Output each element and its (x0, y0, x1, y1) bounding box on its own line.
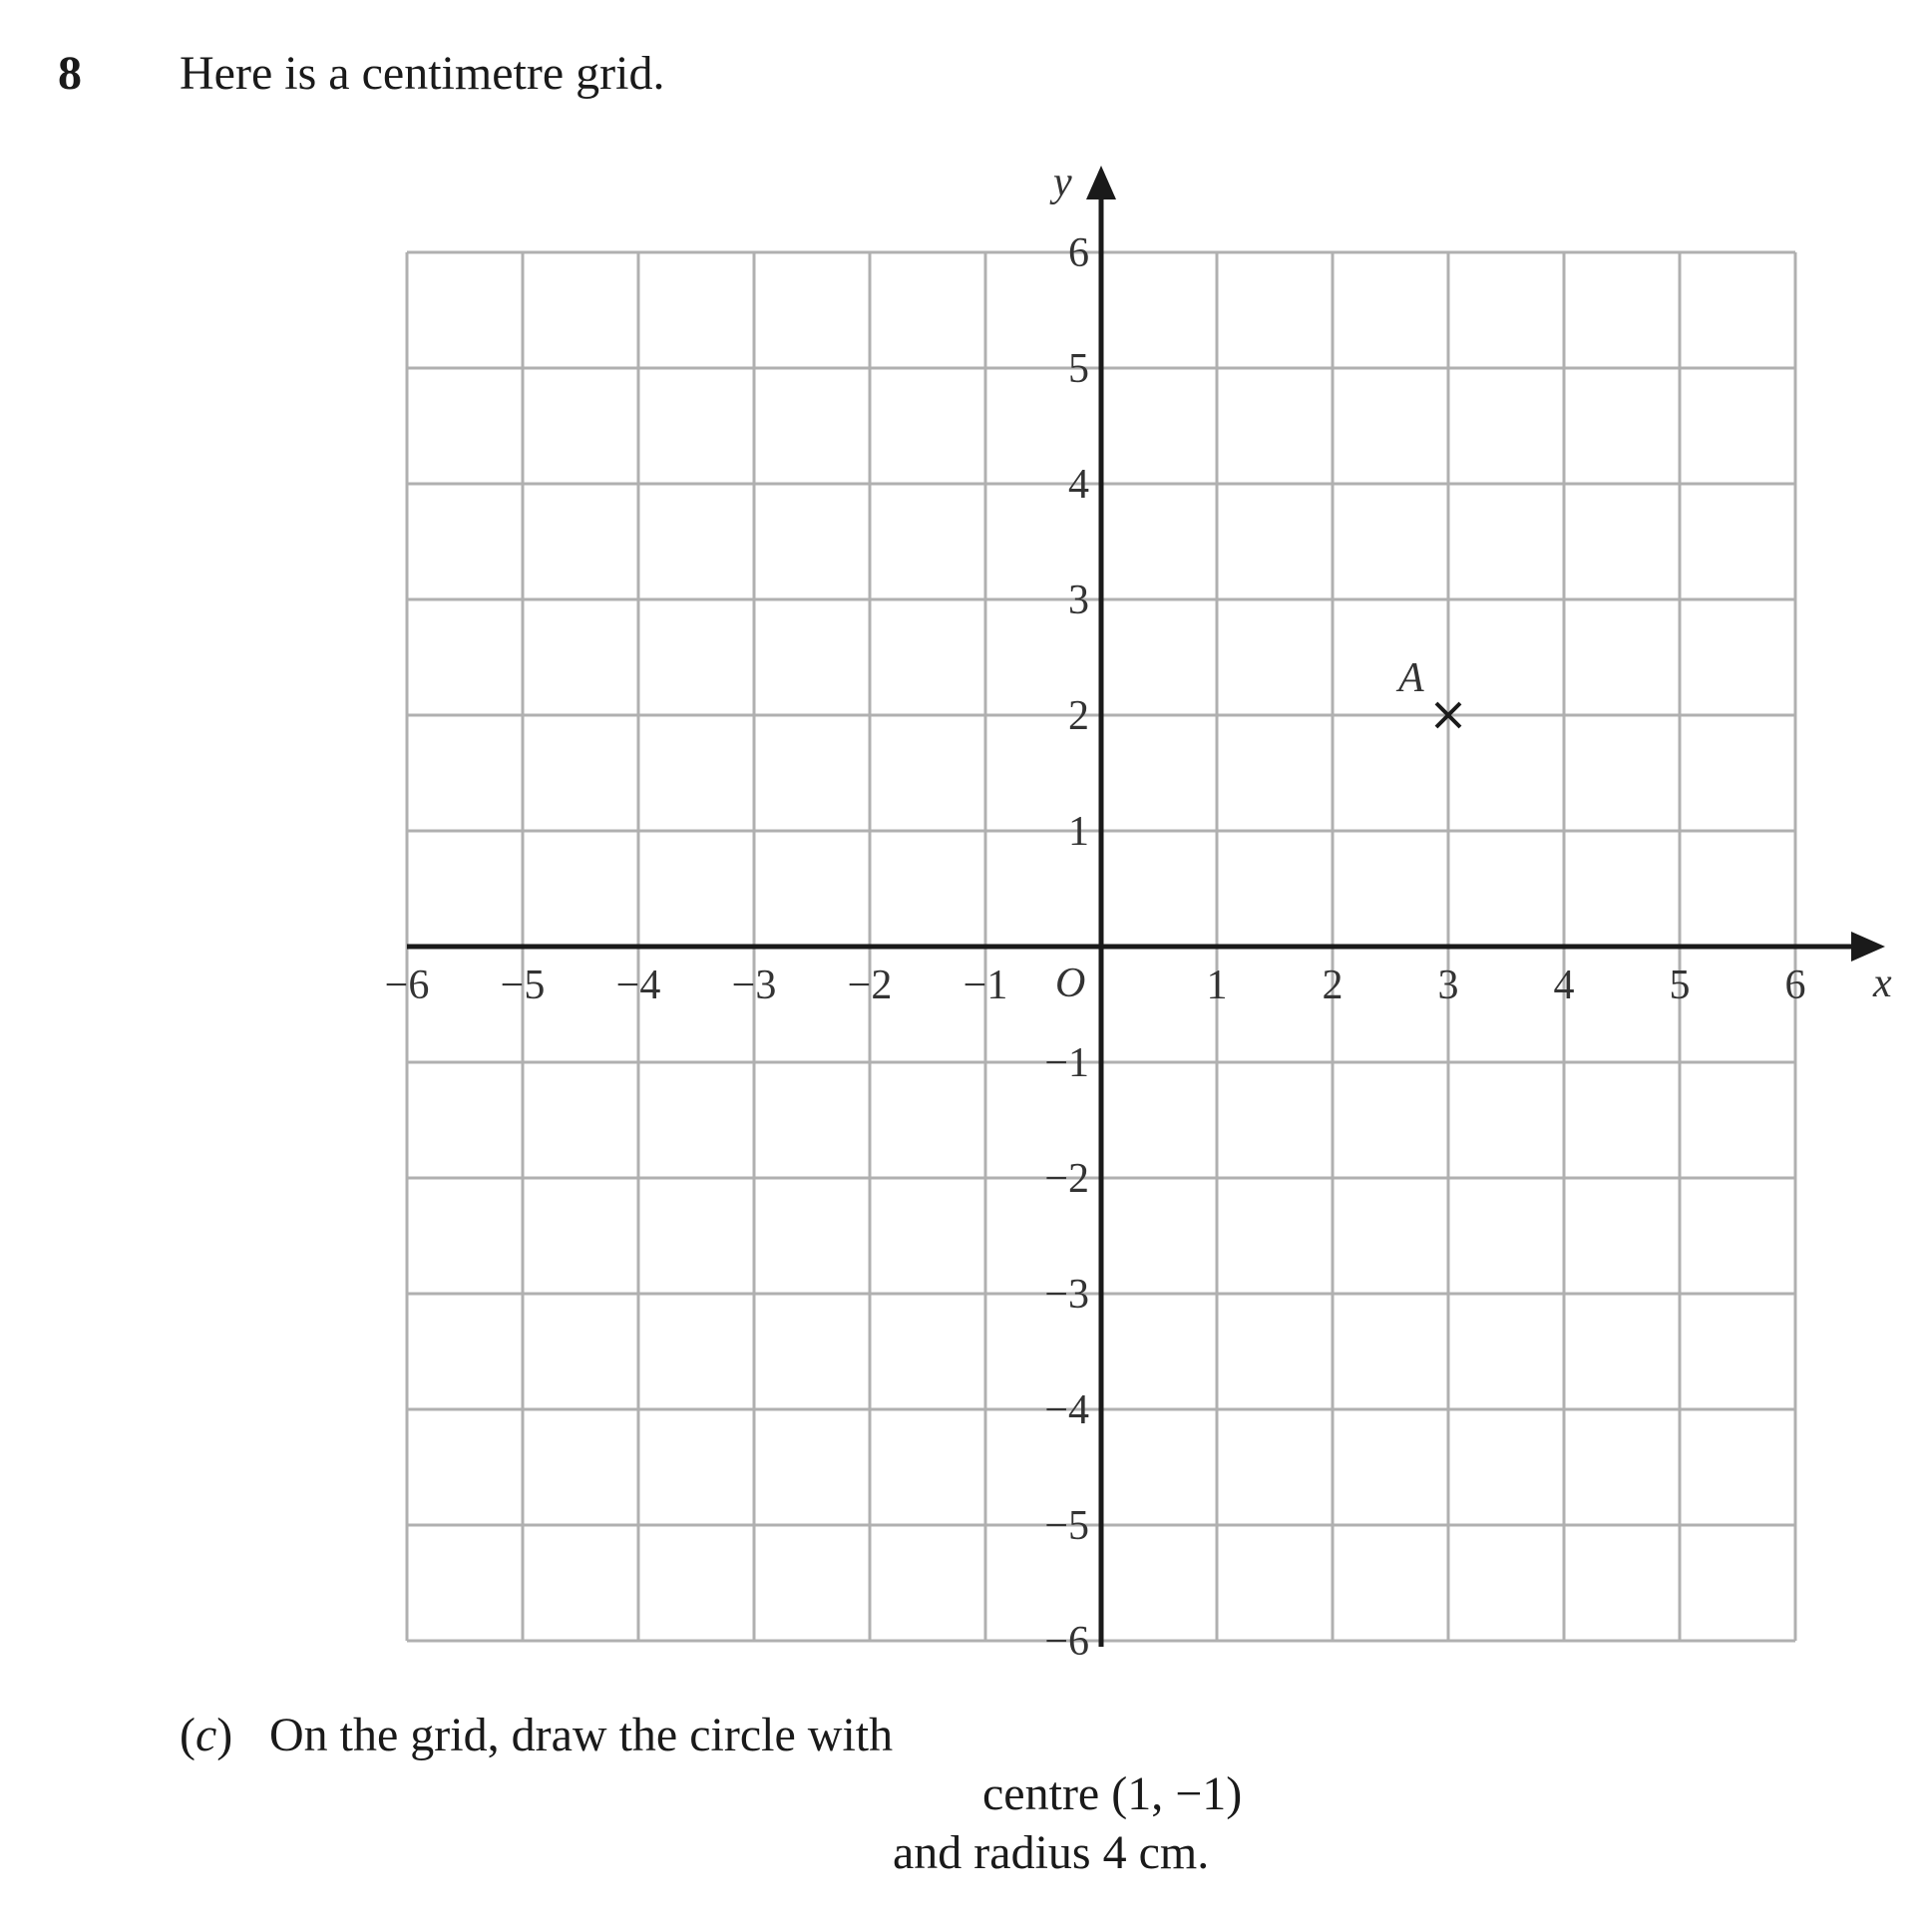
part-c-line2: centre (1, −1) (982, 1767, 1243, 1820)
x-tick-label: −1 (963, 963, 1008, 1008)
y-tick-label: −1 (1044, 1040, 1089, 1086)
y-tick-label: −5 (1044, 1503, 1089, 1549)
y-tick-label: 1 (1068, 809, 1089, 855)
y-tick-label: −4 (1044, 1387, 1089, 1433)
x-tick-label: 6 (1784, 963, 1806, 1008)
question-number: 8 (58, 47, 82, 100)
x-tick-label: 1 (1206, 963, 1228, 1008)
y-axis-arrow-icon (1086, 166, 1116, 199)
x-tick-label: −6 (384, 963, 430, 1008)
y-tick-label: −3 (1044, 1272, 1089, 1318)
part-c-line3: and radius 4 cm. (893, 1826, 1210, 1879)
x-tick-label: −2 (847, 963, 893, 1008)
x-axis-arrow-icon (1851, 932, 1885, 962)
point-label: A (1398, 655, 1424, 701)
origin-label: O (1055, 961, 1086, 1006)
y-tick-label: 4 (1068, 462, 1089, 508)
y-tick-label: 2 (1068, 693, 1089, 739)
y-axis-label: y (1053, 160, 1072, 205)
y-tick-label: 3 (1068, 578, 1089, 623)
x-tick-label: 3 (1437, 963, 1459, 1008)
y-tick-label: 5 (1068, 346, 1089, 392)
x-axis-label: x (1873, 961, 1892, 1006)
question-intro: Here is a centimetre grid. (180, 47, 665, 100)
part-label: (c) (180, 1709, 233, 1761)
y-tick-label: 6 (1068, 230, 1089, 276)
x-tick-label: −5 (500, 963, 546, 1008)
y-tick-label: −6 (1044, 1619, 1089, 1665)
x-tick-label: 5 (1669, 963, 1691, 1008)
part-c-instruction (180, 1709, 894, 1761)
x-tick-label: 4 (1553, 963, 1575, 1008)
x-tick-label: −3 (731, 963, 777, 1008)
y-tick-label: −2 (1044, 1156, 1089, 1202)
x-tick-label: −4 (615, 963, 661, 1008)
part-c-line1: On the grid, draw the circle with (269, 1709, 894, 1761)
x-tick-label: 2 (1322, 963, 1344, 1008)
